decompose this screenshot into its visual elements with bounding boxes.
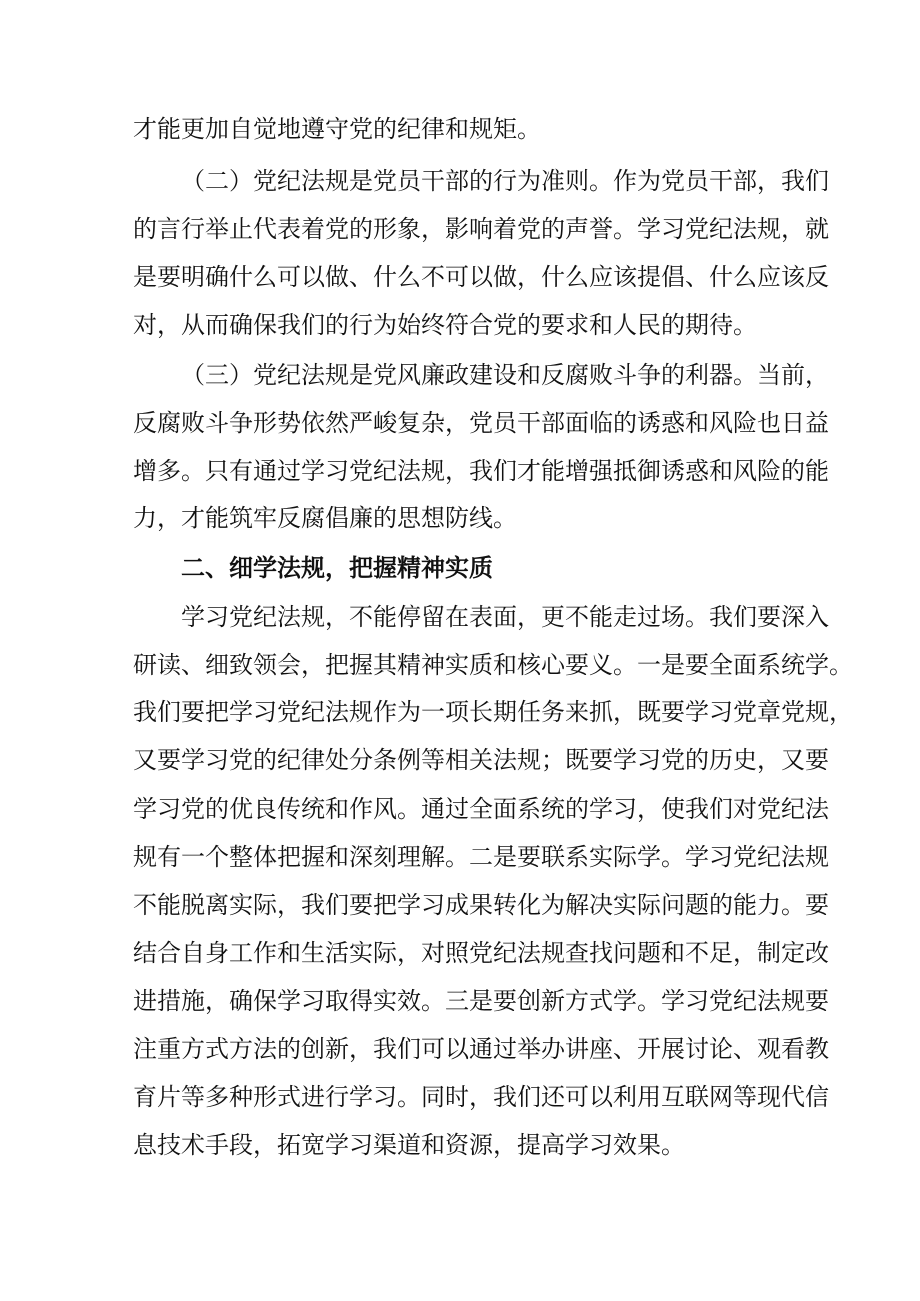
paragraph-line: 我们要把学习党纪法规作为一项长期任务来抓，既要学习党章党规， bbox=[133, 698, 853, 726]
paragraph-line: 育片等多种形式进行学习。同时，我们还可以利用互联网等现代信 bbox=[133, 1083, 829, 1111]
paragraph-line: 进措施，确保学习取得实效。三是要创新方式学。学习党纪法规要 bbox=[133, 987, 829, 1015]
paragraph-line: 的言行举止代表着党的形象，影响着党的声誉。学习党纪法规，就 bbox=[133, 215, 829, 243]
paragraph-line: 注重方式方法的创新，我们可以通过举办讲座、开展讨论、观看教 bbox=[133, 1035, 829, 1063]
paragraph-line: 是要明确什么可以做、什么不可以做，什么应该提倡、什么应该反 bbox=[133, 263, 829, 291]
paragraph-line: 结合自身工作和生活实际，对照党纪法规查找问题和不足，制定改 bbox=[133, 939, 829, 967]
paragraph-line: 规有一个整体把握和深刻理解。二是要联系实际学。学习党纪法规 bbox=[133, 843, 829, 871]
paragraph-line: 研读、细致领会，把握其精神实质和核心要义。一是要全面系统学。 bbox=[133, 651, 853, 679]
paragraph-line: 增多。只有通过学习党纪法规，我们才能增强抵御诱惑和风险的能 bbox=[133, 457, 829, 485]
paragraph-line: 不能脱离实际，我们要把学习成果转化为解决实际问题的能力。要 bbox=[133, 891, 829, 919]
paragraph-line: （二）党纪法规是党员干部的行为准则。作为党员干部，我们 bbox=[181, 167, 829, 195]
paragraph-line: 学习党纪法规，不能停留在表面，更不能走过场。我们要深入 bbox=[181, 603, 829, 631]
section-heading: 二、细学法规，把握精神实质 bbox=[181, 554, 493, 582]
paragraph-line: 对，从而确保我们的行为始终符合党的要求和人民的期待。 bbox=[133, 311, 757, 339]
paragraph-line: 力，才能筑牢反腐倡廉的思想防线。 bbox=[133, 504, 517, 532]
paragraph-line: 才能更加自觉地遵守党的纪律和规矩。 bbox=[133, 115, 541, 143]
paragraph-line: 又要学习党的纪律处分条例等相关法规；既要学习党的历史，又要 bbox=[133, 746, 829, 774]
paragraph-line: 息技术手段，拓宽学习渠道和资源，提高学习效果。 bbox=[133, 1131, 685, 1159]
paragraph-line: 学习党的优良传统和作风。通过全面系统的学习，使我们对党纪法 bbox=[133, 795, 829, 823]
paragraph-line: 反腐败斗争形势依然严峻复杂，党员干部面临的诱惑和风险也日益 bbox=[133, 409, 829, 437]
paragraph-line: （三）党纪法规是党风廉政建设和反腐败斗争的利器。当前， bbox=[181, 361, 829, 389]
